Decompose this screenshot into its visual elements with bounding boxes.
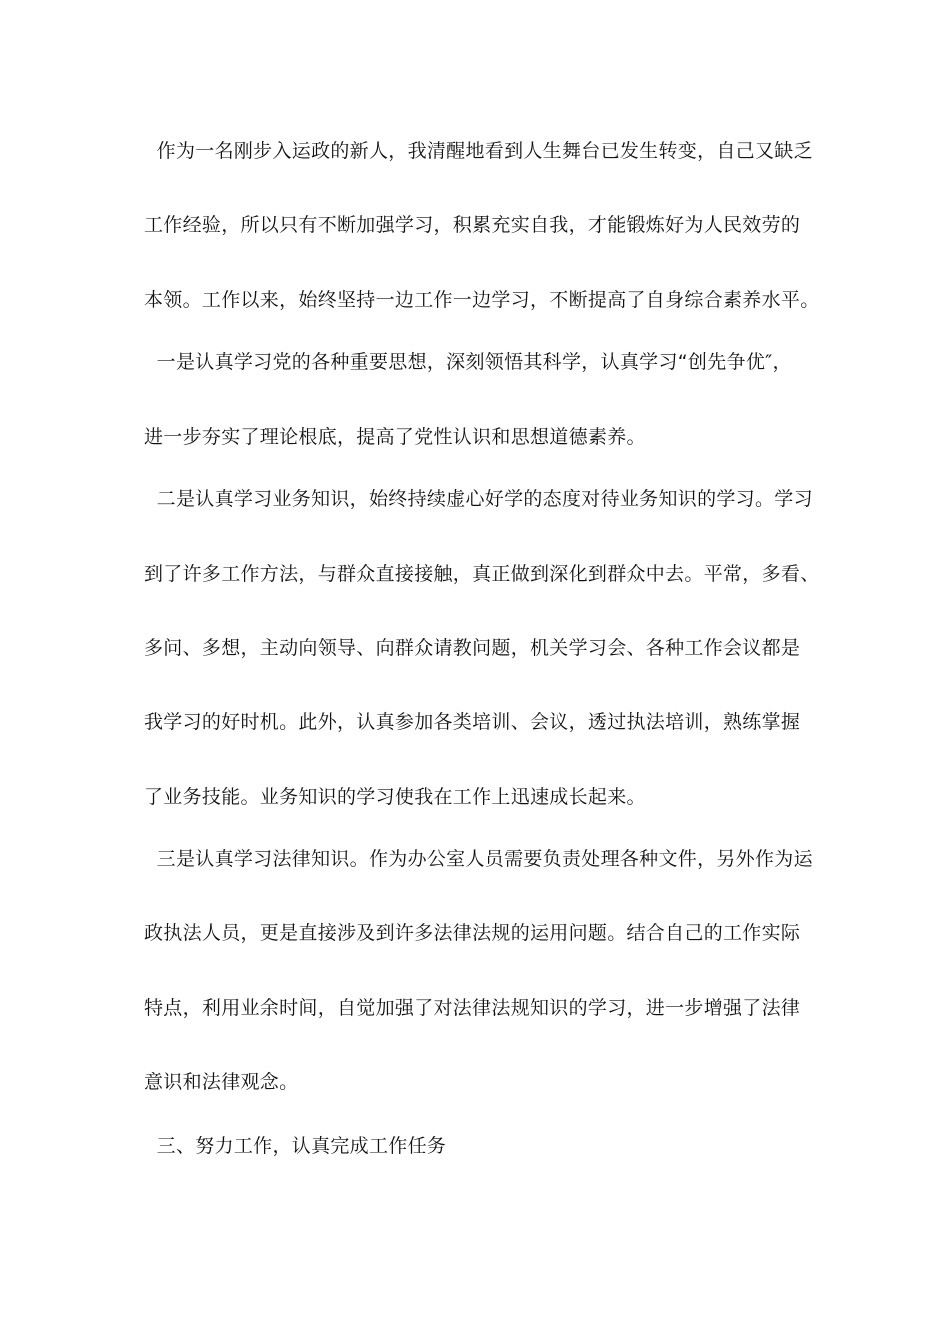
- text-line: 意识和法律观念。: [144, 1071, 299, 1093]
- text-line: 工作经验，所以只有不断加强学习，积累充实自我，才能锻炼好为人民效劳的: [144, 214, 801, 236]
- text-line: 二是认真学习业务知识，始终持续虚心好学的态度对待业务知识的学习。学习: [144, 488, 813, 510]
- text-line: 本领。工作以来，始终坚持一边工作一边学习，不断提高了自身综合素养水平。: [144, 289, 820, 311]
- text-line: 一是认真学习党的各种重要思想，深刻领悟其科学，认真学习“创先争优″，: [144, 351, 792, 373]
- text-line: 特点，利用业余时间，自觉加强了对法律法规知识的学习，进一步增强了法律: [144, 997, 801, 1019]
- text-line: 政执法人员，更是直接涉及到许多法律法规的运用问题。结合自己的工作实际: [144, 922, 801, 944]
- text-line: 到了许多工作方法，与群众直接接触，真正做到深化到群众中去。平常，多看、: [144, 563, 820, 585]
- text-line: 进一步夯实了理论根底，提高了党性认识和思想道德素养。: [144, 426, 646, 448]
- text-line: 作为一名刚步入运政的新人，我清醒地看到人生舞台已发生转变，自己又缺乏: [144, 140, 813, 162]
- text-line: 了业务技能。业务知识的学习使我在工作上迅速成长起来。: [144, 786, 646, 808]
- text-line: 我学习的好时机。此外，认真参加各类培训、会议，透过执法培训，熟练掌握: [144, 711, 801, 733]
- text-line: 三是认真学习法律知识。作为办公室人员需要负责处理各种文件，另外作为运: [144, 848, 813, 870]
- text-line: 三、努力工作，认真完成工作任务: [144, 1135, 447, 1157]
- text-line: 多问、多想，主动向领导、向群众请教问题，机关学习会、各种工作会议都是: [144, 637, 801, 659]
